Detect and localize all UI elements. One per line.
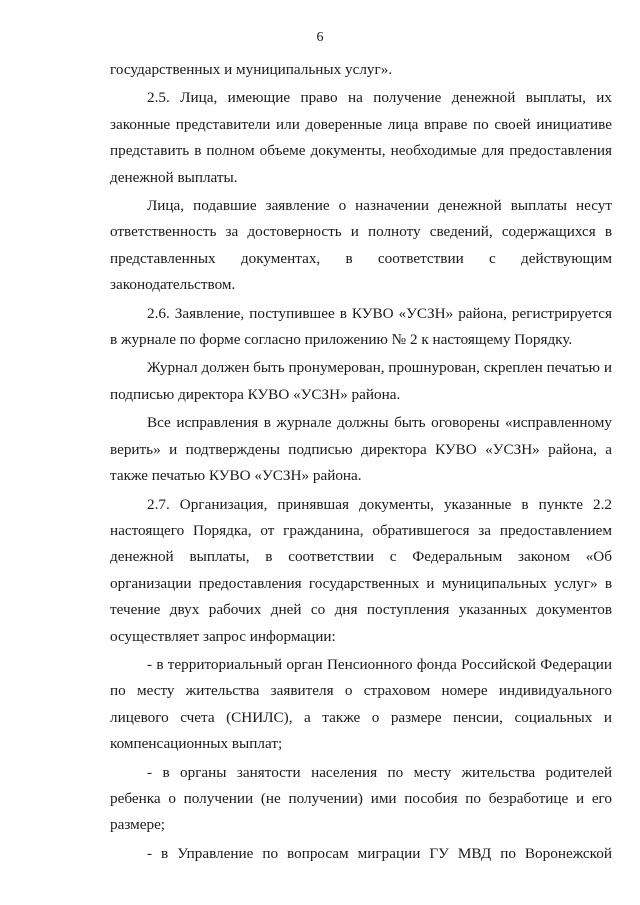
page-number: 6 (316, 30, 324, 45)
list-item-pension-fund: - в территориальный орган Пенсионного фонда Российской Федерации по месту жительства заявителя о страховом номере индивидуального лицевого счета (СНИЛС), а также о размере пенсии, социальных и компенсационных выплат; (110, 655, 612, 753)
paragraph-2-6: 2.6. Заявление, поступившее в КУВО «УСЗН» района, регистрируется в журнале по форме согласно приложению № 2 к настоящему Порядку. (110, 304, 612, 349)
paragraph-2-7: 2.7. Организация, принявшая документы, указанные в пункте 2.2 настоящего Порядка, от гражданина, обратившегося за предоставлением денежной выплаты, в соответствии с Федеральным законом «Об организации предоставления государственных и муниципальных услуг» в течение двух рабочих дней со дня поступления указанных документов осуществляет запрос информации: (110, 495, 612, 645)
paragraph-corrections: Все исправления в журнале должны быть оговорены «исправленному верить» и подтверждены подписью директора КУВО «УСЗН» района, а также печатью КУВО «УСЗН» района. (110, 414, 612, 485)
list-item-employment: - в органы занятости населения по месту жительства родителей ребенка о получении (не получении) ими пособия по безработице и его размере; (110, 763, 612, 834)
paragraph-2-5: 2.5. Лица, имеющие право на получение денежной выплаты, их законные представители или доверенные лица вправе по своей инициативе представить в полном объеме документы, необходимые для предоставления денежной выплаты. (110, 89, 612, 186)
paragraph-responsibility: Лица, подавшие заявление о назначении денежной выплаты несут ответственность за достоверность и полноту сведений, содержащихся в представленных документах, в соответствии с действующим законодательством. (110, 197, 612, 294)
paragraph-journal: Журнал должен быть пронумерован, прошнурован, скреплен печатью и подписью директора КУВО «УСЗН» района. (110, 359, 612, 403)
paragraph-continuation: государственных и муниципальных услуг». (110, 61, 393, 78)
document-body (110, 57, 612, 867)
list-item-migration: - в Управление по вопросам миграции ГУ МВД по Воронежской (147, 844, 612, 862)
